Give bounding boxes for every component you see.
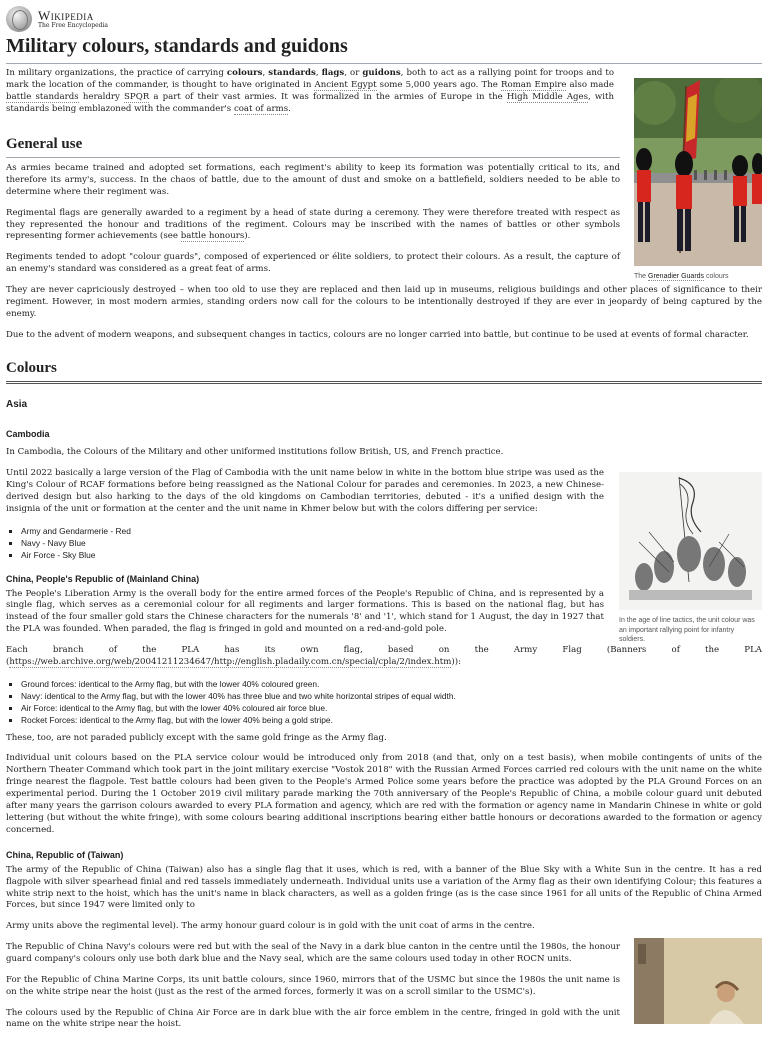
general-use-paragraph-4: They are never capriciously destroyed – when too old to use they are replaced and then laid up in museums, religious buildings and other places of significance to their regiment. However, in most modern armies, standing orders now call for the colours to be intentionally destroyed if they are ever in jeopardy of being captured by the enemy. — [6, 285, 762, 319]
grenadier-guards-link[interactable]: Grenadier Guards — [648, 273, 705, 281]
figure-caption: The Grenadier Guards colours — [634, 273, 729, 281]
general-use-paragraph-5: Due to the advent of modern weapons, and subsequent changes in tactics, colours are no longer carried into battle, but continue to be used at events of formal character. — [6, 329, 749, 340]
site-header — [6, 5, 108, 33]
link-ancient-egypt[interactable]: Ancient Egypt — [314, 79, 377, 90]
link-spqr[interactable]: SPQR — [124, 91, 150, 102]
heading-cambodia: Cambodia — [6, 428, 50, 439]
link-coat-of-arms[interactable]: coat of arms — [233, 103, 289, 114]
china-roc-paragraph-1: The army of the Republic of China (Taiwan) also has a single flag that it uses, which is red, with a banner of the Blue Sky with a White Sun in the centre. It has a red flagpole with silver spearhead finial and red tassels immediately underneath. Individual units use a variation of the Army flag as their own identifying Colour; this features a white strip next to the hoist, which has the unit's name in black characters, as well as a golden fringe (as is the case since 1961 for all units of the Republic of China Armed Forces, but since 1947 were limited only to — [6, 864, 762, 911]
cambodia-paragraph-2: Until 2022 basically a large version of the Flag of Cambodia with the unit name below in white in the bottom blue stripe was used as the King's Colour of RCAF formations before being reassigned as the National Colour for parades and ceremonies. In 2023, a new Chinese-derived design but also harking to the days of the old kingdoms on Cambodian territories, debuted - it's a unified design with the insignia of the unit or formation at the center and the unit name in Khmer below but with the colors differing per service: — [6, 468, 604, 514]
cambodia-paragraph-1: In Cambodia, the Colours of the Military and other uniformed institutions follow British, US, and French practice. — [6, 447, 504, 458]
list-item: ▪ Navy: identical to the Army flag, but with the lower 40% has three blue and two white horizontal stripes of equal width. — [21, 690, 762, 702]
list-item: ▪ Navy - Navy Blue — [21, 537, 762, 549]
china-roc-paragraph-4: The colours used by the Republic of China Air Force are in dark blue with the air force emblem in the centre, fringed in gold with the unit name on the white stripe near the hoist. — [6, 1007, 620, 1030]
wordmark-text: Wikipedia — [38, 8, 94, 23]
list-item: ▪ Air Force - Sky Blue — [21, 549, 762, 561]
figure-caption: In the age of line tactics, the unit colour was an important rallying point for infantry soldiers. — [619, 617, 755, 644]
heading-china-prc: China, People's Republic of (Mainland China) — [6, 574, 200, 585]
wikipedia-wordmark[interactable] — [38, 9, 108, 29]
link-battle-honours[interactable]: battle honours — [180, 231, 245, 242]
list-item: ▪ Army and Gendarmerie - Red — [21, 525, 762, 537]
general-use-paragraph-1: As armies became trained and adopted set formations, each regiment's ability to keep its formation was potentially critical to its, and therefore its army's, success. In the chaos of battle, due to the amount of dust and smoke on a battlefield, soldiers needed to be able to determine where their regiment was. — [6, 163, 620, 197]
heading-colours: Colours — [6, 358, 762, 384]
heading-china-roc: China, Republic of (Taiwan) — [6, 850, 124, 861]
pla-branch-list — [6, 678, 762, 727]
article-body — [6, 68, 762, 1040]
link-high-middle-ages[interactable]: High Middle Ages — [506, 91, 589, 102]
link-pla-archive[interactable]: https://web.archive.org/web/20041211234647/http://english.pladaily.com.cn/special/cpla/2/index.htm — [9, 656, 452, 667]
cambodia-service-list — [6, 525, 762, 562]
page-title: Military colours, standards and guidons — [6, 33, 762, 64]
link-battle-standards[interactable]: battle standards — [6, 91, 79, 102]
china-prc-paragraph-4: Individual unit colours based on the PLA service colour would be introduced only from 2018 (and that, only on a test basis), when mobile contingents of units of the Northern Theater Command which took part in the joint military exercise "Vostok 2018" with the Russian Armed Forces carried red colours with the unit name on the white fringe nearest the flagpole. Test battle colours had been given to the People's Armed Police some years before the practice was adopted by the PLA Ground Forces on an experimental period. During the 1 October 2019 civil military parade marking the 70th anniversary of the People's Republic of China, a mobile colour guard unit debuted after many years the garrison colours awarded to every PLA formation and agency, which are red with the formation or agency name in Mandarin Chinese in white or gold lettering (but without the white fringe), with some colours bearing additional inscriptions bearing either battle honours or decorations awarded to the formation or agency concerned. — [6, 753, 762, 835]
china-roc-paragraph-1b: Army units above the regimental level). The army honour guard colour is in gold with the unit coat of arms in the centre. — [6, 921, 535, 932]
heading-asia: Asia — [6, 399, 28, 411]
china-prc-paragraph-3: These, too, are not paraded publicly except with the same gold fringe as the Army flag. — [6, 732, 387, 743]
wikipedia-globe-logo[interactable] — [6, 6, 32, 32]
intro-paragraph: In military organizations, the practice of carrying colours, standards, flags, or guidons, both to act as a rallying point for troops and to mark the location of the commander, is thought to have originated in Ancient Egypt some 5,000 years ago. The Roman Empire also made battle standards heraldry SPQR a part of their vast armies. It was formalized in the armies of Europe in the High Middle Ages, with standards being emblazoned with the commander's coat of arms. — [6, 68, 615, 114]
china-roc-paragraph-2: The Republic of China Navy's colours were red but with the seal of the Navy in a dark blue canton in the centre until the 1980s, the honour guard company's colours only use both dark blue and the Navy seal, which are the same colours used today in other ROCN units. — [6, 942, 620, 964]
general-use-paragraph-2: Regimental flags are generally awarded to a regiment by a head of state during a ceremony. They were therefore treated with respect as they represented the honour and traditions of the regiment. Colours may be inscribed with the names of battles or other symbols representing former achievements (see battle honours). — [6, 207, 620, 242]
china-prc-paragraph-1: The People's Liberation Army is the overall body for the entire armed forces of the People's Republic of China, and is represented by a single flag, which serves as a ceremonial colour for all regiments and larger formations. This is based on the national flag, but has instead of the four smaller gold stars the Chinese characters for the numerals '8' and '1', which stand for 1 August, the day in 1927 that the PLA was founded. When paraded, the flag is fringed in gold and mounted on a red-and-gold pole. — [6, 588, 604, 635]
link-roman-empire[interactable]: Roman Empire — [500, 79, 567, 90]
heading-general-use: General use — [6, 134, 620, 158]
china-prc-paragraph-2: Each branch of the PLA has its own flag, based on the Army Flag (Banners of the PLA (https://web.archive.org/web/20041211234647/http://english.pladaily.com.cn/special/cpla/2/index.htm)): — [6, 645, 762, 667]
general-use-paragraph-3: Regiments tended to adopt "colour guards", composed of experienced or élite soldiers, to protect their colours. As a result, the capture of an enemy's standard was considered as a great feat of arms. — [6, 252, 620, 275]
list-item: ▪ Rocket Forces: identical to the Army flag, but with the lower 40% being a gold stripe. — [21, 714, 762, 726]
china-roc-paragraph-3: For the Republic of China Marine Corps, its unit battle colours, since 1960, mirrors that of the USMC but since the 1980s the unit name is on the white stripe near the hoist (just as the rest of the armed forces, formerly it was on a scroll similar to the USMC's). — [6, 974, 620, 997]
list-item: ▪ Air Force: identical to the Army flag, but with the lower 40% coloured air force blue. — [21, 702, 762, 714]
tagline-text: The Free Encyclopedia — [38, 22, 108, 29]
list-item: ▪ Ground forces: identical to the Army flag, but with the lower 40% coloured green. — [21, 678, 762, 690]
